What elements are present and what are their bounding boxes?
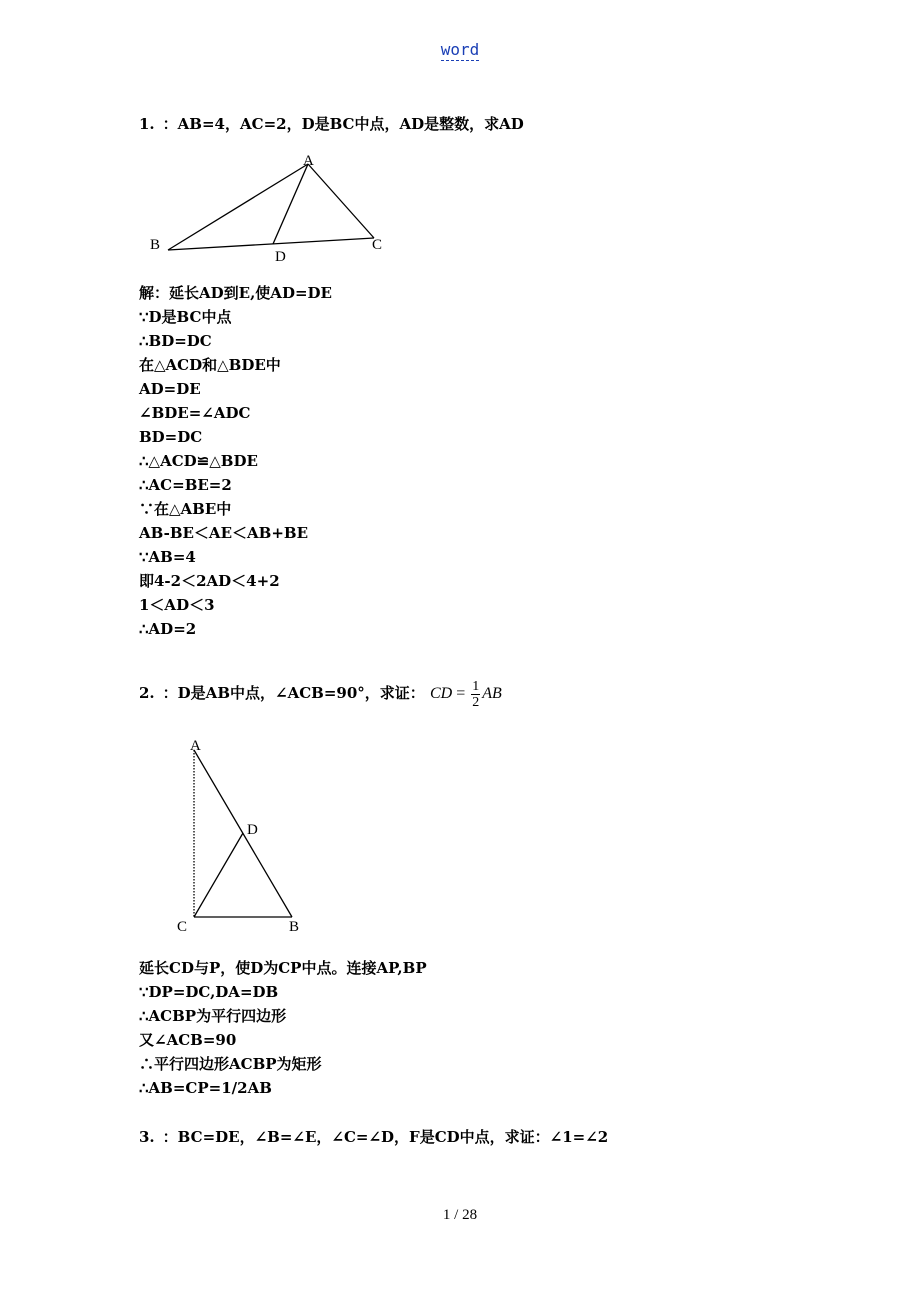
figure-2-triangle bbox=[194, 750, 292, 917]
q1-solution-line: ∴AD=2 bbox=[139, 620, 197, 638]
header-word-link[interactable]: word bbox=[440, 40, 480, 59]
question-2 bbox=[139, 679, 502, 710]
q1-solution-line: ∵D是BC中点 bbox=[139, 308, 232, 326]
fig2-label-b: B bbox=[289, 919, 300, 935]
q1-solution-line: 解：延长AD到E,使AD=DE bbox=[139, 284, 332, 302]
question-3-text: ：BC=DE，∠B=∠E，∠C=∠D，F是CD中点，求证：∠1=∠2 bbox=[162, 1128, 609, 1146]
q1-solution-line: ∵在△ABE中 bbox=[139, 500, 232, 518]
fig1-label-a: A bbox=[303, 153, 314, 169]
formula-fraction bbox=[471, 679, 480, 710]
q2-solution-line: 又∠ACB=90 bbox=[139, 1031, 237, 1049]
formula-cd-half-ab bbox=[430, 679, 502, 710]
question-2-number: 2. bbox=[139, 684, 155, 703]
q1-solution-line: AD=DE bbox=[139, 380, 201, 398]
fig1-label-b: B bbox=[150, 237, 161, 253]
fig2-label-d: D bbox=[247, 822, 258, 838]
formula-left: CD bbox=[430, 685, 453, 703]
q1-solution-line: ∴△ACD≌△BDE bbox=[139, 452, 258, 470]
question-3-number: 3. bbox=[139, 1128, 155, 1146]
fig2-label-a: A bbox=[190, 738, 201, 754]
q2-solution-line: ∵DP=DC,DA=DB bbox=[139, 983, 279, 1001]
q1-solution-line: ∠BDE=∠ADC bbox=[139, 404, 251, 422]
q1-solution-line: BD=DC bbox=[139, 428, 203, 446]
segment-ad bbox=[273, 164, 308, 244]
question-3 bbox=[139, 1127, 608, 1147]
fig2-label-c: C bbox=[177, 919, 188, 935]
q1-solution-line: 在△ACD和△BDE中 bbox=[139, 356, 281, 374]
q1-solution-line: ∴AC=BE=2 bbox=[139, 476, 232, 494]
fig1-label-c: C bbox=[372, 237, 383, 253]
q1-solution-line: 1＜AD＜3 bbox=[139, 596, 215, 614]
question-1-number: 1. bbox=[139, 115, 155, 133]
segment-ac bbox=[308, 164, 374, 238]
segment-bc bbox=[168, 238, 374, 250]
question-1-text: ：AB=4，AC=2，D是BC中点，AD是整数，求AD bbox=[162, 115, 524, 133]
formula-eq: = bbox=[452, 685, 470, 703]
question-2-text: ：D是AB中点，∠ACB=90°，求证： bbox=[162, 684, 425, 703]
page-number: 1 / 28 bbox=[442, 1207, 478, 1223]
formula-right: AB bbox=[482, 685, 502, 703]
segment-cd bbox=[194, 833, 243, 917]
q1-solution-line: AB-BE＜AE＜AB+BE bbox=[139, 524, 308, 542]
q2-solution-line: ∴AB=CP=1/2AB bbox=[139, 1079, 272, 1097]
q2-solution-line: ∴ACBP为平行四边形 bbox=[139, 1007, 287, 1025]
q2-solution-line: ∴平行四边形ACBP为矩形 bbox=[139, 1055, 322, 1073]
q1-solution-line: ∴BD=DC bbox=[139, 332, 212, 350]
segment-ab bbox=[168, 164, 308, 250]
fraction-numerator: 1 bbox=[472, 679, 480, 694]
fig1-label-d: D bbox=[275, 249, 286, 265]
q2-solution-line: 延长CD与P，使D为CP中点。连接AP,BP bbox=[139, 959, 427, 977]
q1-solution-line: ∵AB=4 bbox=[139, 548, 196, 566]
figure-1-triangle bbox=[168, 164, 374, 250]
fraction-denominator: 2 bbox=[472, 695, 480, 710]
q1-solution-line: 即4-2＜2AD＜4+2 bbox=[139, 572, 280, 590]
